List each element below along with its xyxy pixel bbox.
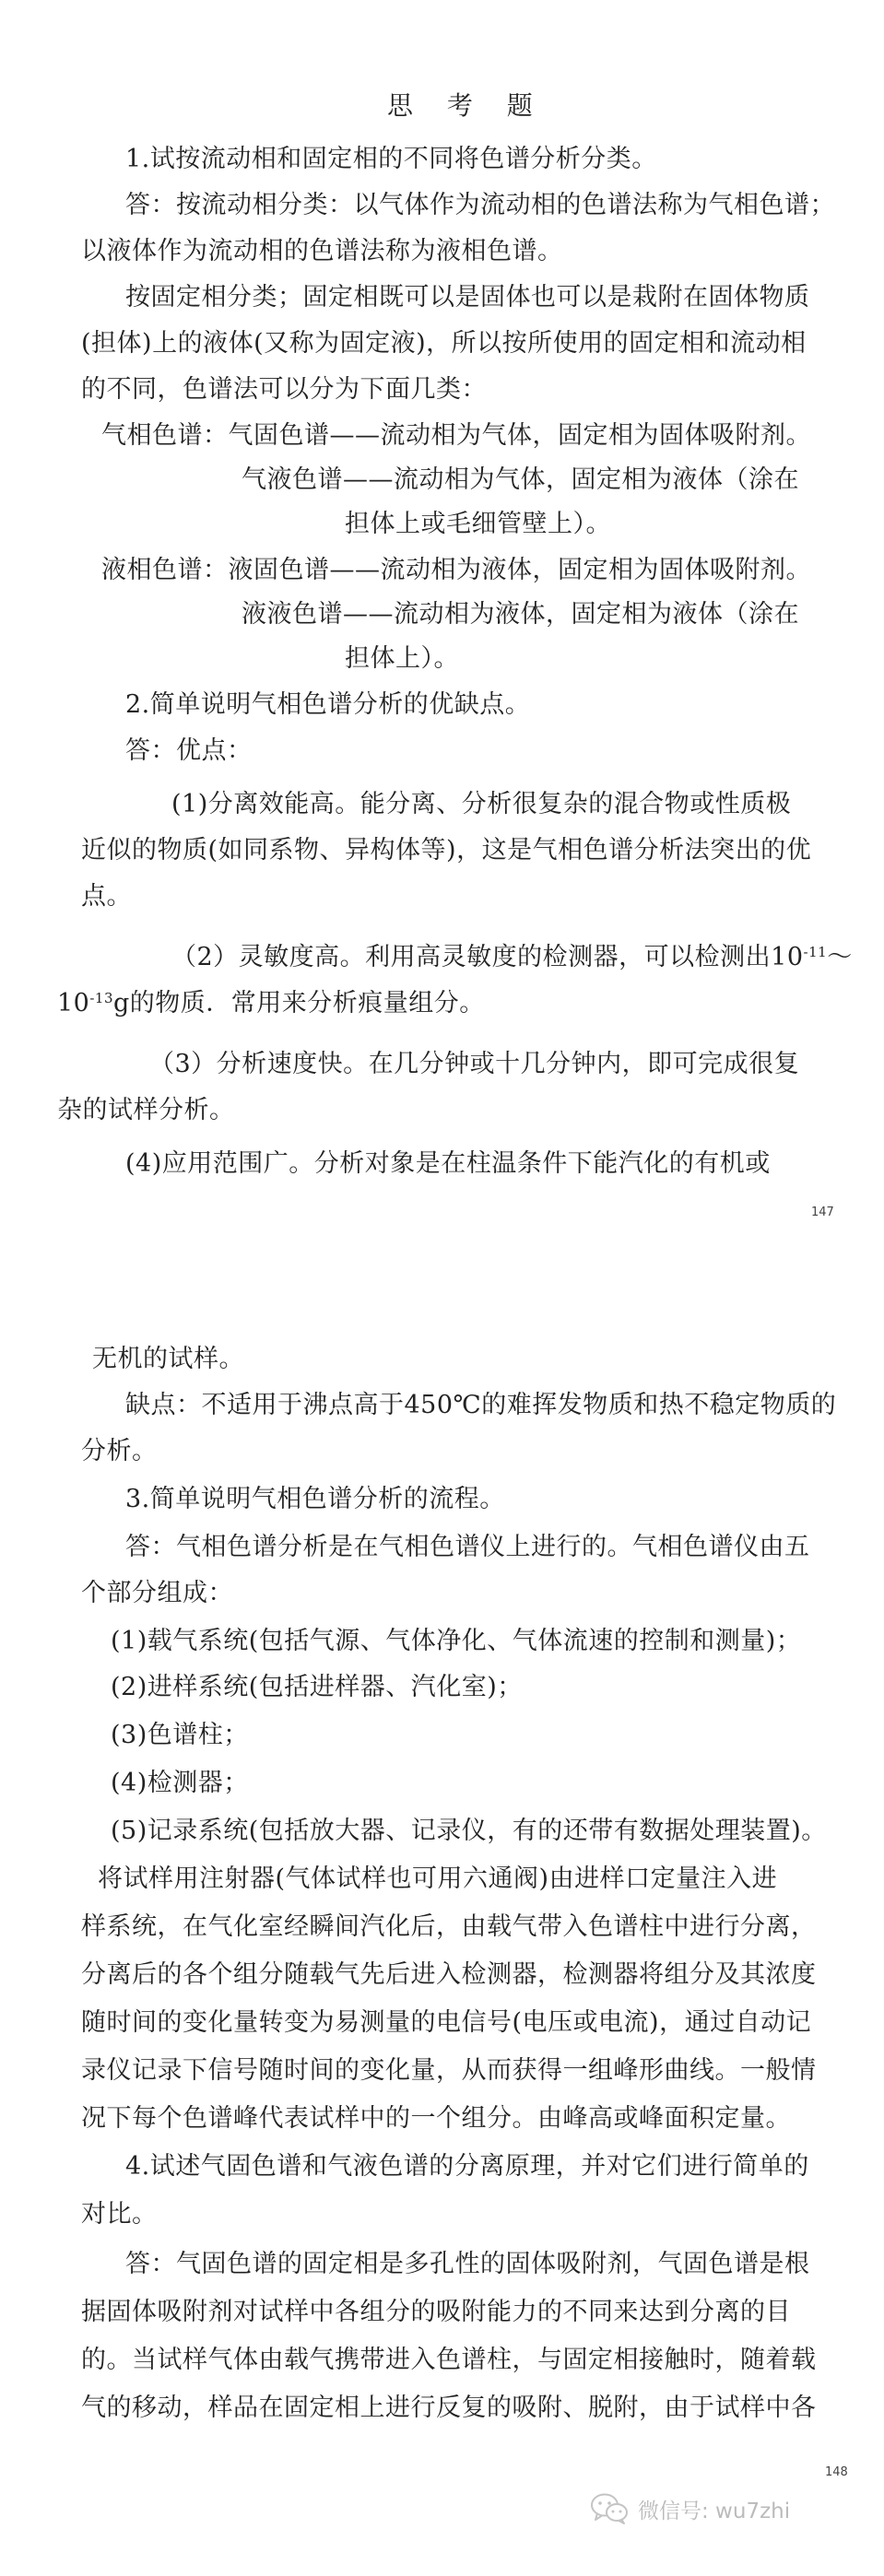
text-line: 杂的试样分析。 [57, 1096, 235, 1124]
text-line: 的不同，色谱法可以分为下面几类： [81, 375, 487, 404]
text-line: 分离后的各个组分随载气先后进入检测器，检测器将组分及其浓度 [81, 1960, 817, 1989]
text-line: 个部分组成： [81, 1579, 233, 1607]
question-1: 1.试按流动相和固定相的不同将色谱分析分类。 [125, 145, 657, 173]
text-line: 答：气固色谱的固定相是多孔性的固体吸附剂，气固色谱是根 [125, 2250, 810, 2278]
text-segment: g的物质．常用来分析痕量组分。 [113, 989, 485, 1017]
text-line: 气液色谱——流动相为气体，固定相为液体（涂在 [242, 465, 799, 494]
list-item: (3)色谱柱； [111, 1721, 249, 1749]
text-line: 担体上）。 [345, 644, 459, 673]
text-line: 液相色谱：液固色谱——流动相为液体，固定相为固体吸附剂。 [101, 556, 811, 584]
text-line: 将试样用注射器(气体试样也可用六通阀)由进样口定量注入进 [98, 1864, 778, 1893]
page-147 [0, 0, 884, 1226]
page-148 [0, 1226, 884, 2576]
text-line: 无机的试样。 [92, 1345, 244, 1373]
text-line: (担体)上的液体(又称为固定液)，所以按所使用的固定相和流动相 [81, 329, 807, 358]
text-line: (4)应用范围广。分析对象是在柱温条件下能汽化的有机或 [125, 1149, 771, 1178]
list-item: (4)检测器； [111, 1769, 249, 1797]
text-line: 况下每个色谱峰代表试样中的一个组分。由峰高或峰面积定量。 [81, 2104, 791, 2133]
list-item: (1)载气系统(包括气源、气体净化、气体流速的控制和测量)； [111, 1627, 802, 1655]
sensitivity-line-b [57, 988, 485, 1019]
exponent: -13 [89, 990, 114, 1006]
sensitivity-line-a [171, 942, 853, 973]
text-segment: 10 [57, 989, 90, 1017]
text-line: (1)分离效能高。能分离、分析很复杂的混合物或性质极 [171, 790, 792, 818]
question-4: 4.试述气固色谱和气液色谱的分离原理，并对它们进行简单的 [125, 2152, 809, 2181]
text-segment: （2）灵敏度高。利用高灵敏度的检测器，可以检测出10 [171, 943, 804, 971]
exponent: -11 [803, 944, 828, 960]
text-line: 答：气相色谱分析是在气相色谱仪上进行的。气相色谱仪由五 [125, 1533, 810, 1561]
text-line: 的。当试样气体由载气携带进入色谱柱，与固定相接触时，随着载 [81, 2346, 817, 2374]
watermark-text: 微信号: wu7zhi [638, 2499, 791, 2523]
text-line: 气相色谱：气固色谱——流动相为气体，固定相为固体吸附剂。 [101, 421, 811, 450]
text-line: 以液体作为流动相的色谱法称为液相色谱。 [81, 237, 563, 265]
watermark [590, 2490, 790, 2527]
wechat-icon [590, 2492, 629, 2525]
text-line: 缺点：不适用于沸点高于450℃的难挥发物质和热不稳定物质的 [125, 1391, 837, 1419]
text-line: 录仪记录下信号随时间的变化量，从而获得一组峰形曲线。一般情 [81, 2056, 817, 2085]
text-segment: ～ [827, 943, 853, 971]
text-line: 按固定相分类；固定相既可以是固体也可以是栽附在固体物质 [125, 283, 810, 312]
text-line: 答：按流动相分类：以气体作为流动相的色谱法称为气相色谱； [125, 191, 835, 219]
text-line: 样系统，在气化室经瞬间汽化后，由载气带入色谱柱中进行分离， [81, 1912, 817, 1941]
text-line: 担体上或毛细管壁上）。 [345, 510, 611, 538]
question-2: 2.简单说明气相色谱分析的优缺点。 [125, 690, 531, 719]
text-line: 分析。 [81, 1437, 158, 1465]
text-line: （3）分析速度快。在几分钟或十几分钟内，即可完成很复 [149, 1050, 800, 1078]
text-line: 液液色谱——流动相为液体，固定相为液体（涂在 [242, 600, 799, 629]
text-line: 点。 [81, 882, 132, 911]
text-line: 答：优点： [125, 736, 253, 765]
text-line: 据固体吸附剂对试样中各组分的吸附能力的不同来达到分离的目 [81, 2298, 791, 2326]
text-line: 对比。 [81, 2200, 158, 2229]
page-title: 思 考 题 [387, 90, 546, 121]
page-number: 148 [825, 2465, 848, 2479]
question-3: 3.简单说明气相色谱分析的流程。 [125, 1485, 505, 1513]
list-item: (5)记录系统(包括放大器、记录仪，有的还带有数据处理装置)。 [111, 1817, 827, 1845]
text-line: 随时间的变化量转变为易测量的电信号(电压或电流)，通过自动记 [81, 2008, 812, 2037]
text-line: 气的移动，样品在固定相上进行反复的吸附、脱附，由于试样中各 [81, 2394, 817, 2422]
list-item: (2)进样系统(包括进样器、汽化室)； [111, 1673, 523, 1701]
page-number: 147 [811, 1206, 834, 1219]
text-line: 近似的物质(如同系物、异构体等)，这是气相色谱分析法突出的优 [81, 836, 812, 865]
